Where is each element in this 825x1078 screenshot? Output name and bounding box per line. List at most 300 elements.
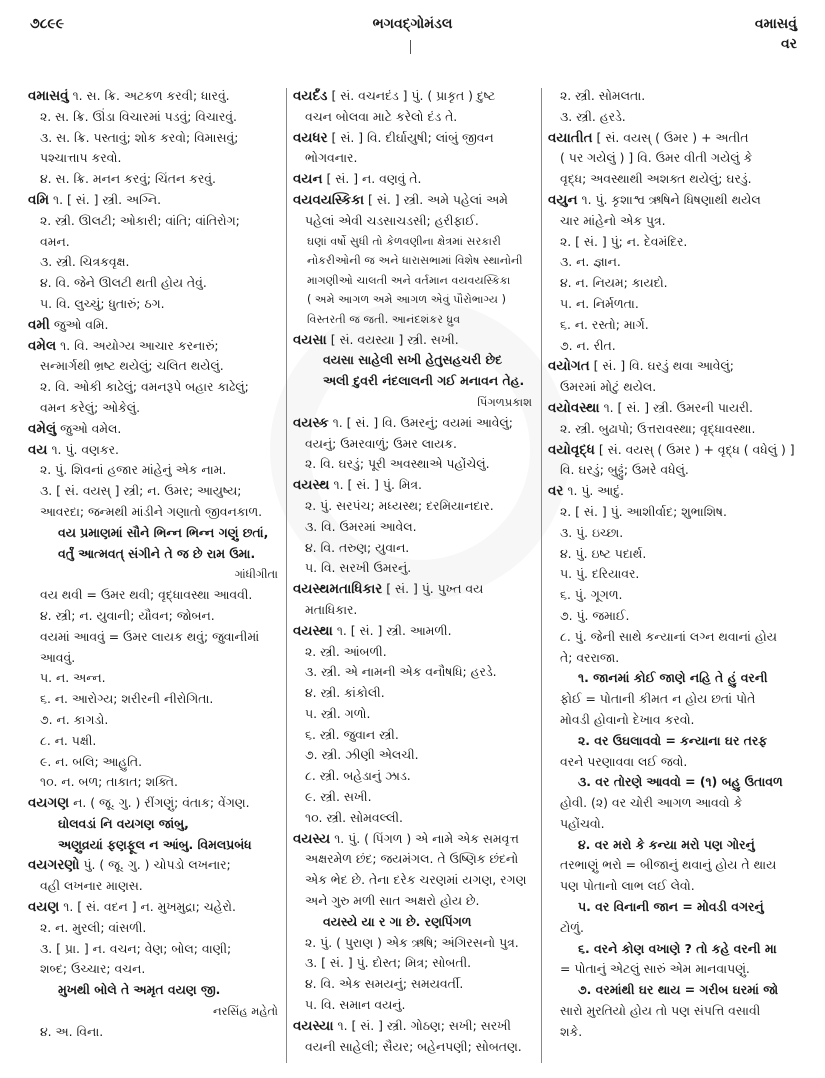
- definition-line: [293, 434, 536, 455]
- column-1: [28, 86, 282, 1043]
- definition-line: [548, 315, 800, 336]
- line-text: ૧. જાનમાં કોઈ જાણે નહિ તે હું વરની: [578, 670, 768, 686]
- definition-line: [293, 558, 536, 579]
- line-text: ૪. સ. ક્રિ. મનન કરવું; ચિંતન કરવું.: [40, 171, 216, 187]
- definition-line: [548, 419, 800, 440]
- headword: વમિ: [28, 191, 49, 208]
- line-text: વરને પરણાવવા લઈ જવો.: [560, 753, 688, 769]
- line-text: ૨. ન. મુરલી; વાંસળી.: [40, 919, 147, 935]
- definition-line: [28, 169, 282, 190]
- definition-line: [548, 710, 800, 731]
- definition-line: [293, 211, 536, 232]
- line-text: [ સં. ] સ્ત્રી. અમે પહેલાં અમે: [368, 191, 508, 207]
- line-text: ૧. [ સં. ] વિ. ઉમરનું; વયમાં આવેલું;: [332, 414, 513, 430]
- line-text: ૩. વર તોરણે આવવો = (૧) બહુ ઉતાવળ: [578, 774, 783, 790]
- headword: વયર્દંડ: [293, 88, 328, 104]
- column-divider: [541, 88, 542, 1063]
- line-text: વયમાં આવવું = ઉમર લાયક થવું; જુવાનીમાં: [40, 628, 260, 644]
- line-text: ૫. પું. દરિયાવર.: [560, 566, 640, 582]
- line-text: ૧. પું. ( પિંગળ ) એ નામે એક સમવૃત્ત: [334, 830, 519, 846]
- definition-line: [293, 148, 536, 169]
- headword: વમેલ: [28, 337, 57, 354]
- line-text: ૭. પું. જમાઈ.: [560, 607, 630, 623]
- headword: વયસ્ય: [293, 830, 331, 847]
- definition-line: [548, 668, 800, 689]
- definition-line: [28, 731, 282, 752]
- line-text: ૮. સ્ત્રી. બહેડાનું ઝાડ.: [305, 768, 411, 784]
- headword: વયોવસ્થા: [548, 399, 600, 416]
- line-text: ૨. વિ. ઘરડું; પૂરી અવસ્થાએ પહોંચેલું.: [305, 456, 490, 472]
- definition-line: [28, 377, 282, 398]
- definition-line: [28, 273, 282, 294]
- definition-line: [548, 294, 800, 315]
- definition-line: [548, 336, 800, 357]
- line-text: પહેલાં એવી ચડસાચડસી; હરીફાઈ.: [305, 212, 479, 228]
- line-text: વયની સાહેલી; સૈયર; બહેનપણી; સોબતણ.: [305, 1038, 522, 1054]
- column-2: [293, 86, 536, 1057]
- entry-line: [293, 128, 536, 149]
- line-text: વય પ્રમાણમાં સૌને ભિન્ન ભિન્ન ગણું છતાં,: [58, 524, 269, 540]
- entry-line: [548, 440, 800, 461]
- line-text: વયનું; ઉમરવાળું; ઉમર લાયક.: [305, 435, 457, 451]
- definition-line: [28, 481, 282, 502]
- definition-line: [548, 627, 800, 648]
- entry-line: [28, 336, 282, 357]
- line-text: પણ પોતાનો લાભ લઈ લેવો.: [560, 878, 695, 894]
- line-text: પિંગળપ્રકાશ: [477, 394, 532, 409]
- headword: વમાસવું: [28, 88, 69, 104]
- line-text: ૪. સ્ત્રી; ન. યુવાની; યૌવન; જોબન.: [40, 607, 215, 623]
- definition-line: [293, 454, 536, 475]
- definition-line: [293, 392, 536, 413]
- page-number: ૭૮૯૯: [30, 16, 65, 32]
- definition-line: [28, 1001, 282, 1022]
- definition-line: [28, 835, 282, 856]
- definition-line: [28, 107, 282, 128]
- line-text: મોવડી હોવાનો દેખાવ કરવો.: [560, 711, 695, 727]
- headword: વયન: [293, 171, 323, 188]
- definition-line: [293, 766, 536, 787]
- line-text: ૩. સ્ત્રી. હરડે.: [560, 108, 626, 124]
- line-text: ૨. વિ. ઓકી કાઢેલું; વમનરૂપે બહાર કાઢેલું;: [40, 379, 249, 395]
- range-start: વમાસવું: [754, 16, 797, 32]
- definition-line: [293, 974, 536, 995]
- definition-line: [28, 689, 282, 710]
- line-text: ૨. સ. ક્રિ. ઊંડા વિચારમાં પડવું; વિચારવું.: [40, 108, 237, 124]
- line-text: ન. ( જૂ. ગુ. ) રીંગણું; વંતાક; વેંગણ.: [73, 795, 250, 811]
- line-text: અલી દુવરી નંદલાલની ગઈ મનાવન તેહ.: [323, 373, 525, 389]
- definition-line: [293, 232, 536, 252]
- definition-line: [28, 606, 282, 627]
- entry-line: [28, 315, 282, 336]
- definition-line: [28, 772, 282, 793]
- line-text: ૧. [ સં. ] સ્ત્રી. આમળી.: [336, 622, 452, 638]
- definition-line: [548, 273, 800, 294]
- definition-line: [548, 959, 800, 980]
- definition-line: [548, 772, 800, 793]
- line-text: ૩. [ સં. ] પું. દોસ્ત; મિત્ર; સોબતી.: [305, 955, 472, 971]
- entry-line: [293, 475, 536, 496]
- entry-line: [28, 86, 282, 107]
- definition-line: [548, 918, 800, 939]
- line-text: ૨. [ સં. ] પું. આશીર્વાદ; શુભાશિષ.: [560, 503, 727, 519]
- headword: વયસ્થમતાધિકાર: [293, 581, 383, 598]
- line-text: [ સં. વયસ્ ( ઉમર ) + અતીત: [596, 129, 749, 145]
- line-text: વૃદ્ધ; અવસ્થાથી અશક્ત થયેલું; ઘરડું.: [560, 171, 752, 187]
- headword: વયગણ: [28, 795, 70, 812]
- definition-line: [548, 731, 800, 752]
- definition-line: [548, 606, 800, 627]
- line-text: [ સં. વયસ્ ( ઉમર ) + વૃદ્ધ ( વધેલું ) ]: [598, 441, 795, 457]
- line-text: વમન.: [40, 233, 70, 249]
- definition-line: [293, 107, 536, 128]
- definition-line: [548, 1022, 800, 1043]
- definition-line: [28, 502, 282, 523]
- line-text: ૭. ન. રીત.: [560, 337, 616, 353]
- line-text: [ સં. ] પું. પુખ્ત વય: [386, 581, 484, 597]
- line-text: [ સં. ] વિ. દીર્ઘાયુષી; લાંબું જીવન: [331, 129, 494, 145]
- headword: વયસ્ક: [293, 414, 329, 431]
- line-text: ૫. સ્ત્રી. ગળો.: [305, 705, 371, 721]
- entry-line: [28, 419, 282, 440]
- line-text: નોકરીઓની જ અને ધારાસભામાં વિશેષ સ્થાનોની: [307, 254, 523, 268]
- line-text: ૧. વિ. અયોગ્ય આચાર કરનારું;: [60, 337, 219, 353]
- definition-line: [548, 523, 800, 544]
- definition-line: [548, 793, 800, 814]
- definition-line: [293, 953, 536, 974]
- line-text: ૧. સ. ક્રિ. અટકળ કરવી; ધારવું.: [72, 88, 230, 103]
- line-text: વહી લખનાર માણસ.: [40, 878, 143, 894]
- headword: વયસા: [293, 331, 327, 348]
- line-text: જુઓ વમેલ.: [60, 420, 122, 436]
- definition-line: [28, 398, 282, 419]
- range-end: વર: [781, 36, 797, 52]
- definition-line: [548, 544, 800, 565]
- entry-line: [293, 330, 536, 351]
- definition-line: [548, 169, 800, 190]
- definition-line: [293, 642, 536, 663]
- headword: વયગરણો: [28, 857, 80, 874]
- line-text: સારો મુરતિયો હોય તો પણ સંપત્તિ વસાવી: [560, 1003, 761, 1019]
- line-text: ૩. ન. જ્ઞાન.: [560, 254, 621, 270]
- line-text: ૪. વિ. જેને ઊલટી થતી હોય તેવું.: [40, 275, 207, 291]
- line-text: ૪. સ્ત્રી. કાંકોલી.: [305, 685, 385, 701]
- entry-line: [293, 190, 536, 211]
- line-text: એક ભેદ છે. તેના દરેક ચરણમાં યગણ, રગણ: [305, 872, 527, 888]
- definition-line: [548, 460, 800, 481]
- definition-line: [548, 86, 800, 107]
- line-text: ૧. પું. આદું.: [567, 483, 624, 499]
- definition-line: [293, 787, 536, 808]
- headword: વયવયસ્કિકા: [293, 191, 365, 208]
- line-text: ૫. ન. અન્ન.: [40, 670, 106, 686]
- entry-line: [28, 855, 282, 876]
- line-text: ફોઈ = પોતાની કીમત ન હોય છતાં પોતે: [560, 691, 756, 707]
- line-text: ટોળું.: [560, 919, 584, 935]
- definition-line: [548, 876, 800, 897]
- definition-line: [28, 668, 282, 689]
- entry-line: [548, 398, 800, 419]
- line-text: હોવી. (૨) વર ચોરી આગળ આવવો કે: [560, 795, 743, 811]
- entry-line: [548, 481, 800, 502]
- line-text: અક્ષરમેળ છંદ; જયમંગલ. તે ઉષ્ણિક છંદનો: [305, 851, 519, 867]
- line-text: વિસ્તરતી જ જતી. આનંદશંકર ધ્રુવ: [307, 312, 461, 326]
- line-text: ૩. સ્ત્રી. એ નામની એક વનૌષધિ; હરડે.: [305, 664, 497, 680]
- definition-line: [548, 564, 800, 585]
- line-text: ૬. વરને કોણ વખાણે ? તો કહે વરની મા: [578, 940, 777, 956]
- line-text: ૨. સ્ત્રી. ઊલટી; ઓકારી; વાંતિ; વાંતિરોગ;: [40, 212, 240, 228]
- line-text: ૬. સ્ત્રી. જુવાન સ્ત્રી.: [305, 726, 399, 742]
- definition-line: [548, 232, 800, 253]
- line-text: ૧. પું. કૃશાશ્વ ઋષિને ધિષણાથી થયેલ: [581, 191, 761, 207]
- line-text: પું. ( જૂ. ગુ. ) ચોપડો લખનાર;: [83, 857, 231, 873]
- line-text: ૧. [ સં. ] સ્ત્રી. ઉમરની પાયરી.: [603, 399, 753, 415]
- headword: વયણ: [28, 899, 60, 916]
- line-text: [ સં. ] ન. વણવું તે.: [326, 171, 422, 187]
- line-text: ૪. ન. નિયમ; કાયદો.: [560, 275, 668, 291]
- definition-line: [293, 600, 536, 621]
- line-text: ૪. પું. ઇષ્ટ પદાર્થ.: [560, 545, 647, 561]
- definition-line: [548, 648, 800, 669]
- entry-line: [548, 128, 800, 149]
- definition-line: [28, 564, 282, 585]
- line-text: શકે.: [560, 1023, 583, 1039]
- line-text: ૯. ન. બલિ; આહુતિ.: [40, 753, 143, 769]
- headword: વયુન: [548, 191, 578, 208]
- line-text: ( અમે આગળ અમે આગળ એવું પૌરોભાગ્ય ): [307, 293, 506, 307]
- entry-line: [28, 897, 282, 918]
- line-text: ૫. વિ. સરખી ઉમરનું.: [305, 560, 412, 576]
- entry-line: [28, 190, 282, 211]
- entry-line: [293, 1016, 536, 1037]
- line-text: ૪. વર મરો કે કન્યા મરો પણ ગોરનું: [578, 836, 755, 852]
- definition-line: [293, 870, 536, 891]
- line-text: ૨. [ સં. ] પું; ન. દેવમંદિર.: [560, 233, 688, 249]
- definition-line: [293, 290, 536, 310]
- definition-line: [28, 918, 282, 939]
- definition-line: [548, 502, 800, 523]
- headword: વમી: [28, 316, 50, 333]
- definition-line: [548, 585, 800, 606]
- definition-line: [548, 939, 800, 960]
- entry-line: [293, 829, 536, 850]
- entry-line: [293, 579, 536, 600]
- headword: વયસ્થા: [293, 622, 333, 639]
- line-text: ૨. પું. ( પુરાણ ) એક ઋષિ; અંગિરસનો પુત્ર.: [305, 934, 519, 950]
- line-text: ૧૦. સ્ત્રી. સોમવલ્લી.: [305, 809, 403, 825]
- line-text: વિ. ઘરડું; બુઢ્ઢું; ઉમરે વધેલું.: [560, 462, 689, 478]
- headword: વયાતીત: [548, 129, 593, 146]
- line-text: ૧. [ સં. વદન ] ન. મુખમુદ્રા; ચહેરો.: [63, 899, 236, 915]
- line-text: ૩. પું. ઇચ્છા.: [560, 524, 624, 540]
- headword: વય: [28, 441, 48, 458]
- line-text: [ સં. વયસ્યા ] સ્ત્રી. સખી.: [330, 331, 459, 347]
- definition-line: [293, 271, 536, 291]
- definition-line: [293, 662, 536, 683]
- definition-line: [28, 814, 282, 835]
- line-text: વચન બોલવા માટે કરેલો દંડ તે.: [305, 108, 458, 124]
- definition-line: [293, 1037, 536, 1058]
- definition-line: [548, 814, 800, 835]
- line-text: ૨. સ્ત્રી. બુઢાપો; ઉત્તરાવસ્થા; વૃદ્ધાવસ્થા.: [560, 420, 756, 436]
- line-text: અણુવ્રયાં ફણફૂલ ન આંબુ. વિમલપ્રબંધ: [58, 836, 252, 852]
- line-text: ૧. [ સં. ] પું. મિત્ર.: [333, 477, 422, 493]
- definition-line: [548, 1001, 800, 1022]
- line-text: વમન કરેલું; ઓકેલું.: [40, 399, 141, 415]
- definition-line: [548, 211, 800, 232]
- line-text: ૫. વિ. સમાન વયનું.: [305, 997, 406, 1013]
- line-text: ૧. [ સં. ] સ્ત્રી. ગોઠણ; સખી; સરખી: [337, 1017, 511, 1033]
- line-text: વર્તું આત્મવત્ સંગીને તે જ છે રામ ઉમા.: [58, 545, 256, 561]
- column-3: [548, 86, 800, 1043]
- line-text: ૯. સ્ત્રી. સખી.: [305, 789, 372, 805]
- entry-line: [293, 413, 536, 434]
- definition-line: [548, 252, 800, 273]
- line-text: ચાર માંહેનો એક પુત્ર.: [560, 212, 666, 228]
- definition-line: [28, 460, 282, 481]
- line-text: ૨. પું. સરપંચ; મધ્યસ્થ; દરમિયાનદાર.: [305, 497, 494, 513]
- line-text: ( પર ગયેલું ) ] વિ. ઉમર વીતી ગયેલું કે: [560, 150, 753, 166]
- line-text: વયસા સાહેલી સખી હેતુસહચરી છેદ: [323, 352, 502, 368]
- definition-line: [28, 356, 282, 377]
- definition-line: [293, 251, 536, 271]
- line-text: ૮. ન. પક્ષી.: [40, 732, 97, 748]
- line-text: સન્માર્ગથી ભ્રષ્ટ થયેલું; ચલિત થયેલું.: [40, 358, 224, 374]
- line-text: ૫. વર વિનાની જાન = મોવડી વગરનું: [578, 899, 764, 915]
- line-text: ૩. વિ. ઉમરમાં આવેલ.: [305, 518, 417, 534]
- line-text: ૨. સ્ત્રી. આંબળી.: [305, 643, 387, 659]
- line-text: ૨. વર ઉઘલાવવો = કન્યાના ઘર તરફ: [578, 732, 768, 748]
- definition-line: [548, 689, 800, 710]
- definition-line: [28, 939, 282, 960]
- definition-line: [28, 211, 282, 232]
- definition-line: [293, 745, 536, 766]
- definition-line: [293, 517, 536, 538]
- definition-line: [28, 148, 282, 169]
- headword: વર: [548, 483, 564, 500]
- headword: વયસ્થ: [293, 477, 330, 494]
- column-divider: [286, 88, 287, 1063]
- definition-line: [28, 585, 282, 606]
- definition-line: [293, 995, 536, 1016]
- definition-line: [548, 107, 800, 128]
- line-text: તે; વરરાજા.: [560, 649, 620, 665]
- line-text: ૫. વિ. લુચ્ચું; ધુતારું; ઠગ.: [40, 295, 165, 311]
- headword: વમેલું: [28, 420, 57, 437]
- entry-line: [28, 440, 282, 461]
- line-text: ૧૦. ન. બળ; તાકાત; શક્તિ.: [40, 774, 178, 790]
- entry-line: [293, 169, 536, 190]
- line-text: ૬. પું. ગૂગળ.: [560, 587, 623, 603]
- line-text: ૮. પું. જેની સાથે કન્યાનાં લગ્ન થવાનાં હોય: [560, 628, 777, 644]
- line-text: ૭. વરમાંથી ઘર થાય = ગરીબ ઘરમાં જો: [578, 982, 779, 998]
- definition-line: [28, 128, 282, 149]
- definition-line: [293, 704, 536, 725]
- definition-line: [293, 808, 536, 829]
- definition-line: [28, 1022, 282, 1043]
- line-text: ભોગવનાર.: [305, 150, 358, 166]
- definition-line: [293, 310, 536, 330]
- line-text: અને ગુરુ મળી સાત અક્ષરો હોય છે.: [305, 893, 480, 909]
- definition-line: [28, 294, 282, 315]
- definition-line: [293, 849, 536, 870]
- definition-line: [293, 891, 536, 912]
- line-text: ૫. ન. નિર્મળતા.: [560, 295, 639, 311]
- headword: વયોવૃદ્ધ: [548, 441, 595, 458]
- definition-line: [28, 752, 282, 773]
- definition-line: [28, 876, 282, 897]
- definition-line: [293, 350, 536, 371]
- entry-line: [548, 356, 800, 377]
- definition-line: [28, 627, 282, 648]
- definition-line: [548, 148, 800, 169]
- line-text: ૨. સ્ત્રી. સોમલતા.: [560, 88, 646, 103]
- definition-line: [28, 252, 282, 273]
- line-text: શબ્દ; ઉચ્ચાર; વચન.: [40, 961, 146, 977]
- definition-line: [293, 538, 536, 559]
- definition-line: [548, 855, 800, 876]
- definition-line: [548, 835, 800, 856]
- entry-line: [548, 190, 800, 211]
- line-text: આવવું.: [40, 649, 76, 665]
- entry-line: [28, 793, 282, 814]
- line-text: ૪. વિ. તરુણ; યુવાન.: [305, 539, 410, 555]
- entry-line: [293, 86, 536, 107]
- line-text: ૩. [ સં. વયસ્ ] સ્ત્રી; ન. ઉમર; આયુષ્ય;: [40, 483, 242, 499]
- line-text: ૬. ન. આરોગ્ય; શરીરની નીરોગિતા.: [40, 691, 214, 707]
- book-title: ભગવદ્ગોમંડલ: [372, 16, 453, 32]
- definition-line: [28, 648, 282, 669]
- line-text: ઉમરમાં મોટું થયેલ.: [560, 379, 657, 395]
- line-text: [ સં. વચનદંડ ] પું. ( પ્રાકૃત ) દુષ્ટ: [331, 88, 496, 103]
- headword: વયસ્યા: [293, 1017, 334, 1034]
- line-text: = પોતાનું એટલું સારું એમ માનવાપણું.: [560, 961, 750, 977]
- line-text: ૩. [ પ્રા. ] ન. વચન; વેણ; બોલ; વાણી;: [40, 940, 232, 956]
- line-text: ૩. સ્ત્રી. ચિત્રકવૃક્ષ.: [40, 254, 130, 270]
- definition-line: [28, 523, 282, 544]
- definition-line: [548, 980, 800, 1001]
- definition-line: [293, 683, 536, 704]
- line-text: ૨. પું. શિવનાં હજાર માંહેનું એક નામ.: [40, 462, 227, 478]
- definition-line: [28, 544, 282, 565]
- line-text: તરભાણું ભરો = બીજાનું થવાનું હોય તે થાય: [560, 857, 777, 873]
- line-text: [ સં. ] વિ. ઘરડું થવા આવેલું;: [593, 358, 734, 374]
- definition-line: [293, 912, 536, 933]
- definition-line: [28, 710, 282, 731]
- line-text: ૬. ન. રસ્તો; માર્ગ.: [560, 316, 649, 332]
- line-text: વયસ્યે યા ર ગા છે. રણપિંગળ: [323, 913, 472, 929]
- headword: વયોગત: [548, 358, 590, 375]
- definition-line: [548, 377, 800, 398]
- line-text: પશ્ચાત્તાપ કરવો.: [40, 150, 122, 166]
- line-text: ૧. પું. વણકર.: [51, 441, 119, 457]
- definition-line: [548, 897, 800, 918]
- definition-line: [293, 725, 536, 746]
- line-text: ૧. [ સં. ] સ્ત્રી. અગ્નિ.: [53, 191, 162, 207]
- definition-line: [28, 980, 282, 1001]
- headword-range: [755, 14, 797, 54]
- line-text: ૩. સ. ક્રિ. પસ્તાવું; શોક કરવો; વિમાસવું;: [40, 129, 239, 145]
- line-text: ૪. વિ. એક સમયનું; સમયવર્તી.: [305, 976, 464, 992]
- line-text: પહોંચવો.: [560, 815, 605, 831]
- definition-line: [28, 959, 282, 980]
- line-text: આવરદા; જન્મથી માંડીને ગણાતો જીવનકાળ.: [40, 503, 263, 519]
- line-text: ૭. ન. કાગડો.: [40, 711, 109, 727]
- line-text: ઘોલવડાં નિ વયગણ જાંબુ,: [58, 815, 189, 831]
- line-text: જુઓ વમિ.: [53, 316, 109, 332]
- line-text: ૪. અ. વિના.: [40, 1023, 104, 1039]
- line-text: ૭. સ્ત્રી. ઝીણી એલચી.: [305, 747, 419, 763]
